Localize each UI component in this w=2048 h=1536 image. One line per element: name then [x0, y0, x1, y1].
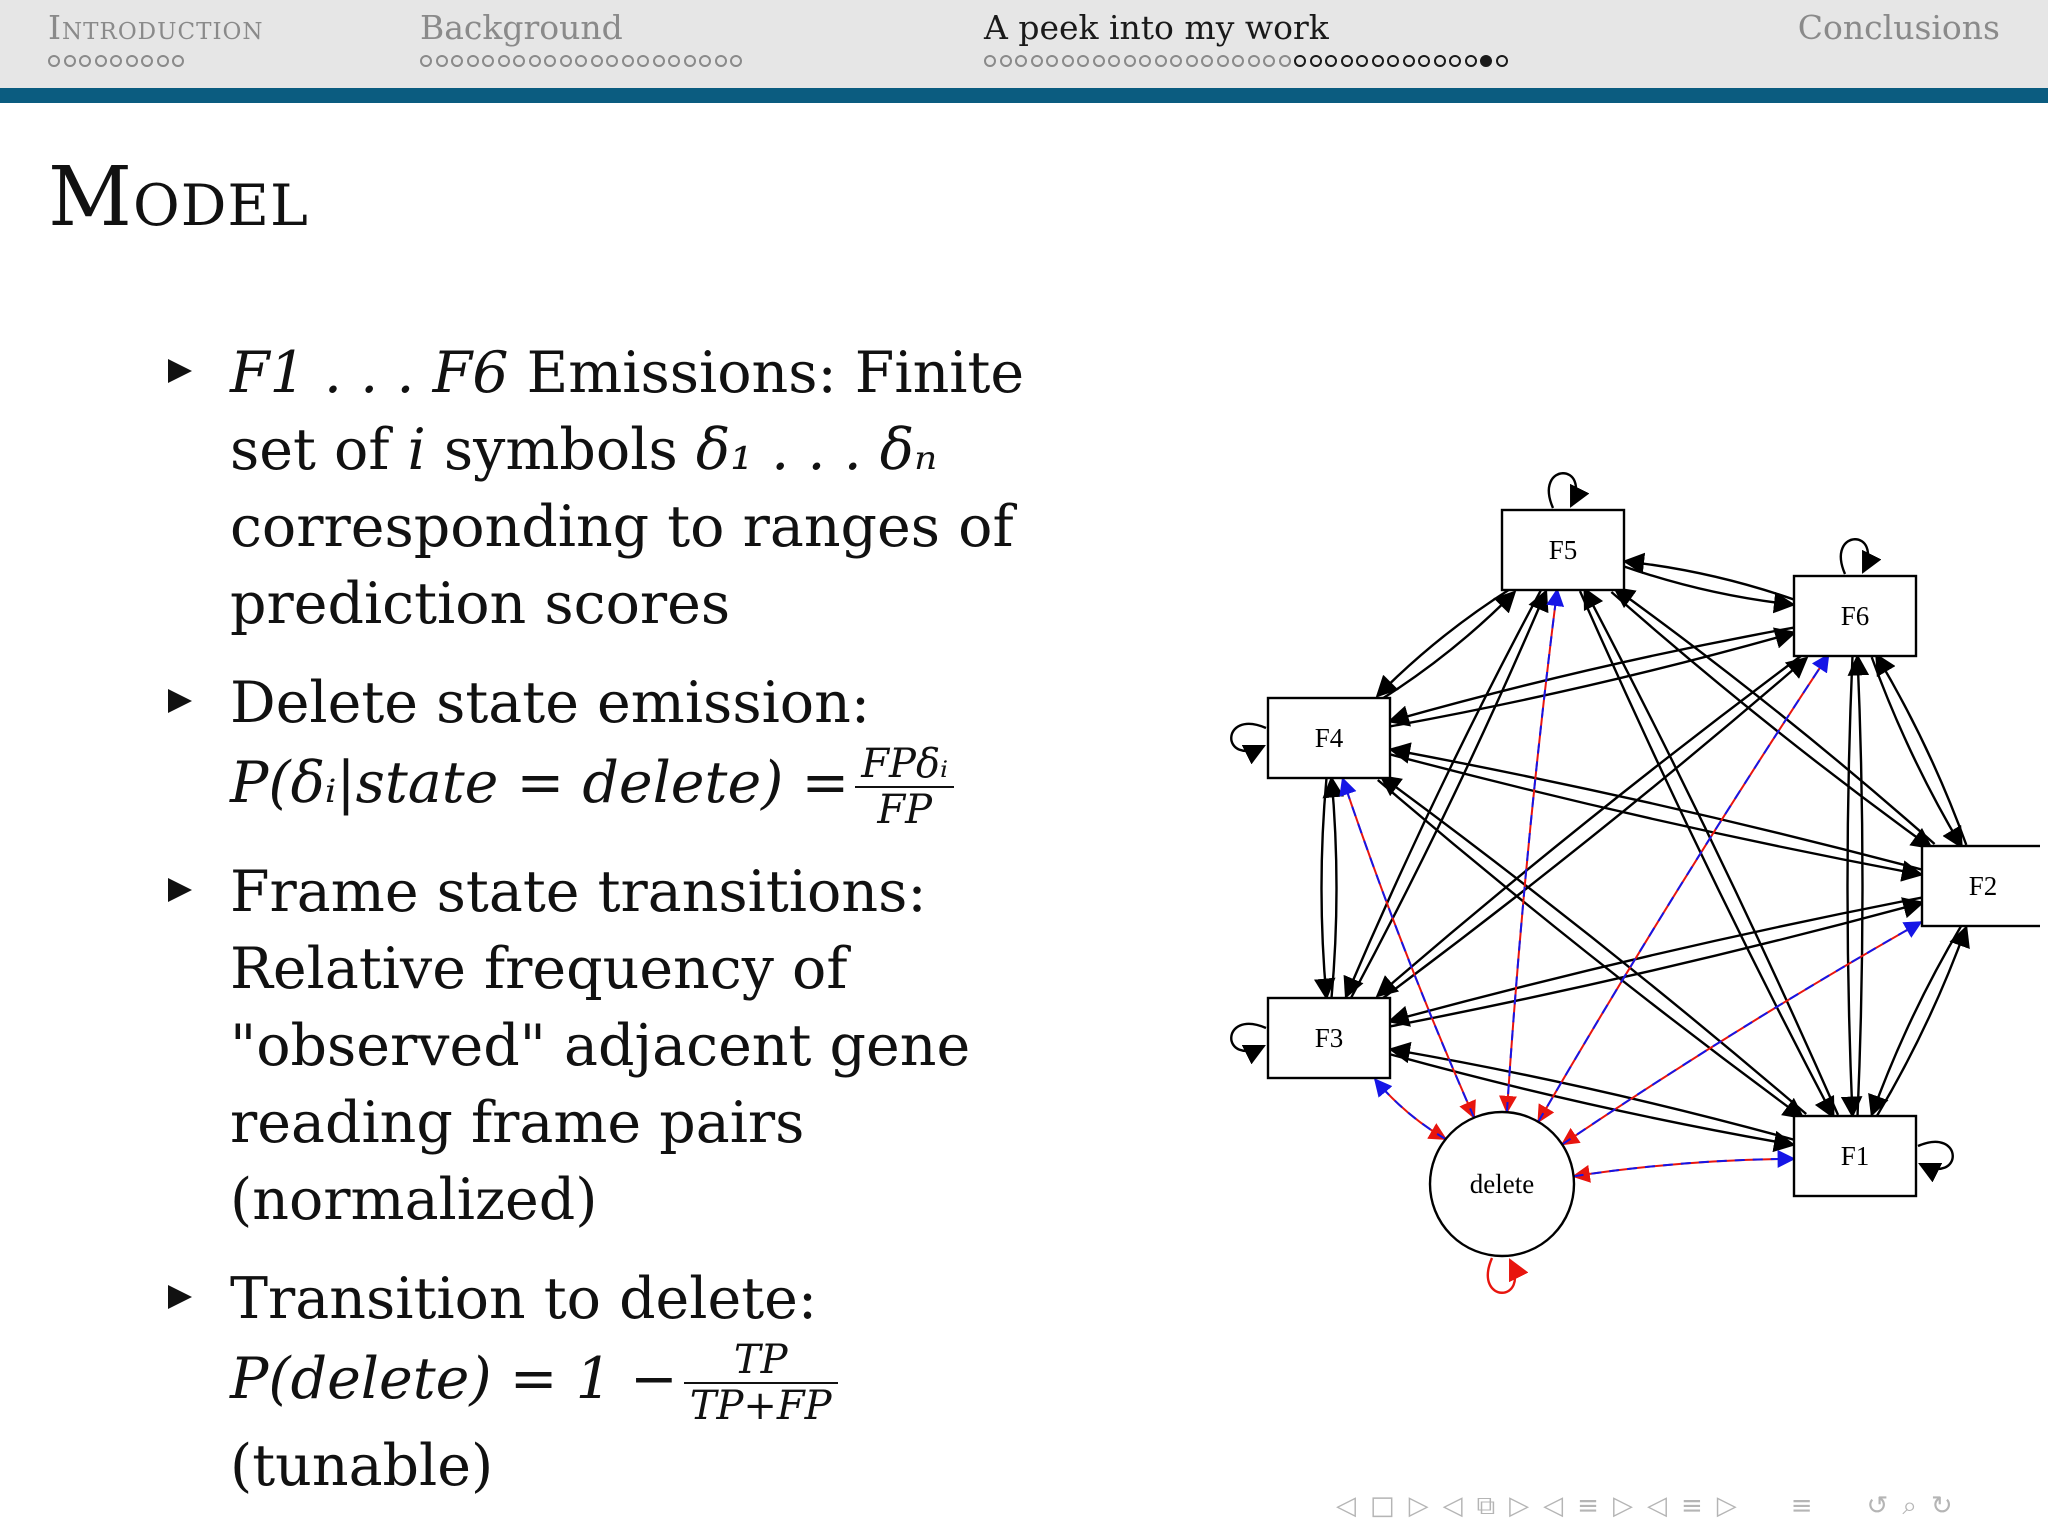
node-f5: [1502, 510, 1624, 590]
frame-dot[interactable]: [420, 55, 432, 67]
frame-dot[interactable]: [1015, 55, 1027, 67]
redo-icon[interactable]: ↻: [1930, 1491, 1953, 1521]
bullet-text: Delete state emission:: [230, 670, 871, 736]
nav-section-title[interactable]: Background: [420, 8, 623, 47]
frame-dot[interactable]: [560, 55, 572, 67]
edge-F5-to-F6: [1623, 566, 1793, 605]
frame-dot[interactable]: [1310, 55, 1322, 67]
math-f1-f6: F1 . . . F6: [230, 340, 509, 406]
frame-dot[interactable]: [1434, 55, 1446, 67]
bullet-emissions: [168, 335, 1025, 643]
math-delta-range: δ₁ . . . δₙ: [695, 417, 938, 483]
nav-section-title[interactable]: A peek into my work: [984, 8, 1329, 47]
self-loop-F5: [1549, 473, 1576, 508]
bullet-text: reading frame pairs: [230, 1090, 805, 1156]
frame-dot[interactable]: [110, 55, 122, 67]
node-f1: [1794, 1116, 1916, 1196]
frame-dot[interactable]: [1387, 55, 1399, 67]
frame-dot[interactable]: [1449, 55, 1461, 67]
frame-dot[interactable]: [157, 55, 169, 67]
beamer-navigation-controls: [1336, 1488, 1953, 1524]
navigation-rule: [0, 88, 2048, 103]
frame-dot[interactable]: [48, 55, 60, 67]
nav-section-3[interactable]: [1798, 8, 2000, 48]
fraction-denominator: TP+FP: [689, 1383, 832, 1429]
node-label: F2: [1968, 871, 1998, 901]
frame-dot[interactable]: [95, 55, 107, 67]
edge-F6-to-delete: [1538, 655, 1828, 1122]
frame-dot[interactable]: [1093, 55, 1105, 67]
frame-dot[interactable]: [699, 55, 711, 67]
frame-dot[interactable]: [715, 55, 727, 67]
self-loop-F6: [1841, 539, 1868, 574]
frame-dot[interactable]: [1496, 55, 1508, 67]
bullet-delete-emission: [168, 665, 988, 832]
frame-dot[interactable]: [1403, 55, 1415, 67]
edge-F6-to-F2: [1872, 657, 1962, 847]
edge-F1-to-F6: [1858, 656, 1863, 1116]
fraction: [684, 1338, 838, 1428]
math-i: i: [407, 417, 426, 483]
edge-F4-to-F6: [1391, 633, 1795, 727]
edge-F4-to-F5: [1380, 592, 1514, 700]
next-subsection-icon[interactable]: ▷: [1612, 1491, 1633, 1521]
nav-section-title[interactable]: Conclusions: [1797, 8, 2000, 47]
bullet-text: Frame state transitions:: [230, 859, 927, 925]
nav-section-title[interactable]: Introduction: [48, 8, 264, 47]
bullet-text: (normalized): [230, 1167, 598, 1233]
fraction-denominator: FP: [877, 787, 933, 833]
frame-dot[interactable]: [684, 55, 696, 67]
slide-icon[interactable]: □: [1370, 1491, 1395, 1521]
bullet-frame-transitions: [168, 854, 988, 1239]
self-loop-F1: [1918, 1142, 1953, 1169]
bullet-transition-to-delete: [168, 1261, 988, 1505]
bullet-marker: [168, 359, 192, 383]
frame-dot[interactable]: [79, 55, 91, 67]
node-label: delete: [1469, 1169, 1535, 1199]
edge-F5-to-F1: [1580, 591, 1834, 1117]
prev-subsection-icon[interactable]: ◁: [1543, 1491, 1564, 1521]
edge-F1-to-delete: [1574, 1159, 1794, 1177]
frame-dot[interactable]: [622, 55, 634, 67]
frame-dot[interactable]: [730, 55, 742, 67]
nav-section-0[interactable]: [48, 8, 264, 67]
frame-dot[interactable]: [1279, 55, 1291, 67]
formula-delete-emission: P(δᵢ|state = delete) =: [230, 750, 850, 817]
fraction: [855, 742, 954, 832]
bullet-text: set of: [230, 417, 408, 483]
fraction-numerator: TP: [684, 1338, 838, 1384]
edge-F2-to-F3: [1389, 898, 1921, 1022]
edge-delete-to-F6: [1538, 655, 1828, 1122]
frame-dot[interactable]: [984, 55, 996, 67]
frame-dot[interactable]: [172, 55, 184, 67]
frame-dot[interactable]: [1186, 55, 1198, 67]
node-f2: [1922, 846, 2040, 926]
edge-F3-to-delete: [1375, 1080, 1446, 1140]
frame-dot[interactable]: [1031, 55, 1043, 67]
edge-F4-to-F3: [1322, 778, 1327, 998]
node-f4: [1268, 698, 1390, 778]
bullet-text: Emissions: Finite: [508, 340, 1025, 406]
frame-dot[interactable]: [1248, 55, 1260, 67]
frame-dot[interactable]: [529, 55, 541, 67]
bullet-marker: [168, 1285, 192, 1309]
node-label: F3: [1314, 1023, 1344, 1053]
search-icon[interactable]: ⌕: [1902, 1491, 1917, 1521]
nav-section-1[interactable]: [420, 8, 742, 67]
frame-dot[interactable]: [513, 55, 525, 67]
frame-dot[interactable]: [1077, 55, 1089, 67]
frame-dot[interactable]: [1465, 55, 1477, 67]
toc-icon[interactable]: ≡: [1790, 1491, 1813, 1521]
prev-frame-icon[interactable]: ◁: [1442, 1491, 1463, 1521]
bullet-text: "observed" adjacent gene: [230, 1013, 971, 1079]
frame-dot[interactable]: [451, 55, 463, 67]
frame-dots: [420, 55, 742, 67]
bullet-marker: [168, 689, 192, 713]
current-frame-dot[interactable]: [1480, 55, 1492, 67]
edge-F1-to-F4: [1381, 776, 1806, 1114]
edge-F3-to-F4: [1332, 778, 1337, 998]
node-delete: [1430, 1112, 1574, 1256]
node-label: F1: [1840, 1141, 1870, 1171]
frame-dot[interactable]: [1325, 55, 1337, 67]
frame-dot[interactable]: [606, 55, 618, 67]
self-loop-delete: [1488, 1258, 1515, 1293]
frame-dot[interactable]: [436, 55, 448, 67]
self-loop-F3: [1231, 1024, 1266, 1051]
edge-F1-to-F2: [1876, 927, 1966, 1117]
section-icon[interactable]: ≡: [1680, 1491, 1703, 1521]
frame-dot[interactable]: [1062, 55, 1074, 67]
bullet-text: (tunable): [230, 1433, 494, 1499]
bullet-text: symbols: [425, 417, 696, 483]
node-label: F6: [1840, 601, 1870, 631]
frame-dot[interactable]: [1341, 55, 1353, 67]
self-loop-F4: [1231, 724, 1266, 751]
frame-dot[interactable]: [1356, 55, 1368, 67]
node-label: F4: [1314, 723, 1344, 753]
node-label: F5: [1548, 535, 1578, 565]
frame-dot[interactable]: [126, 55, 138, 67]
frame-dot[interactable]: [1232, 55, 1244, 67]
bullet-text: prediction scores: [230, 571, 731, 637]
frame-dot[interactable]: [1139, 55, 1151, 67]
formula-delete-transition: P(delete) = 1 −: [230, 1346, 678, 1413]
frame-dot[interactable]: [637, 55, 649, 67]
next-frame-icon[interactable]: ▷: [1509, 1491, 1530, 1521]
undo-icon[interactable]: ↺: [1866, 1491, 1889, 1521]
frame-dot[interactable]: [1000, 55, 1012, 67]
node-f6: [1794, 576, 1916, 656]
prev-slide-icon[interactable]: ◁: [1336, 1491, 1356, 1521]
frame-dot[interactable]: [1201, 55, 1213, 67]
frame-icon[interactable]: ⧉: [1476, 1491, 1496, 1521]
frame-dot[interactable]: [141, 55, 153, 67]
next-section-icon[interactable]: ▷: [1716, 1491, 1737, 1521]
frame-dot[interactable]: [1046, 55, 1058, 67]
frame-dot[interactable]: [467, 55, 479, 67]
edge-F2-to-F1: [1872, 925, 1962, 1115]
fraction-numerator: FPδᵢ: [855, 742, 954, 788]
frame-dot[interactable]: [1418, 55, 1430, 67]
frame-dot[interactable]: [653, 55, 665, 67]
frame-dot[interactable]: [64, 55, 76, 67]
edge-F6-to-F5: [1625, 561, 1795, 600]
node-f3: [1268, 998, 1390, 1078]
frame-dots: [984, 55, 1508, 67]
subsection-icon[interactable]: ≡: [1577, 1491, 1599, 1521]
frame-dot[interactable]: [1108, 55, 1120, 67]
frame-dots: [48, 55, 264, 67]
prev-section-icon[interactable]: ◁: [1646, 1491, 1667, 1521]
slide-title: Model: [48, 150, 309, 245]
state-transition-diagram: [1140, 410, 2040, 1310]
frame-dot[interactable]: [1217, 55, 1229, 67]
nav-section-2[interactable]: [984, 8, 1508, 67]
frame-dot[interactable]: [1372, 55, 1384, 67]
edge-F3-to-F1: [1390, 1054, 1794, 1145]
frame-dot[interactable]: [1263, 55, 1275, 67]
frame-dot[interactable]: [1294, 55, 1306, 67]
frame-dot[interactable]: [498, 55, 510, 67]
edge-delete-to-F1: [1574, 1159, 1794, 1177]
next-slide-icon[interactable]: ▷: [1408, 1491, 1429, 1521]
edge-F5-to-F4: [1377, 588, 1511, 696]
frame-dot[interactable]: [668, 55, 680, 67]
edge-delete-to-F3: [1375, 1080, 1446, 1140]
edge-F5-to-F3: [1346, 589, 1542, 997]
bullet-text: Relative frequency of: [230, 936, 848, 1002]
bullet-list: [168, 335, 1025, 1527]
frame-dot[interactable]: [1124, 55, 1136, 67]
bullet-text: Transition to delete:: [230, 1266, 818, 1332]
bullet-marker: [168, 878, 192, 902]
bullet-text: corresponding to ranges of: [230, 494, 1014, 560]
frame-dot[interactable]: [1155, 55, 1167, 67]
edge-layer: [1231, 473, 2040, 1293]
edge-F6-to-F3: [1377, 654, 1803, 996]
frame-dot[interactable]: [575, 55, 587, 67]
edge-F6-to-F1: [1848, 656, 1853, 1116]
frame-dot[interactable]: [482, 55, 494, 67]
frame-dot[interactable]: [1170, 55, 1182, 67]
frame-dot[interactable]: [544, 55, 556, 67]
frame-dot[interactable]: [591, 55, 603, 67]
